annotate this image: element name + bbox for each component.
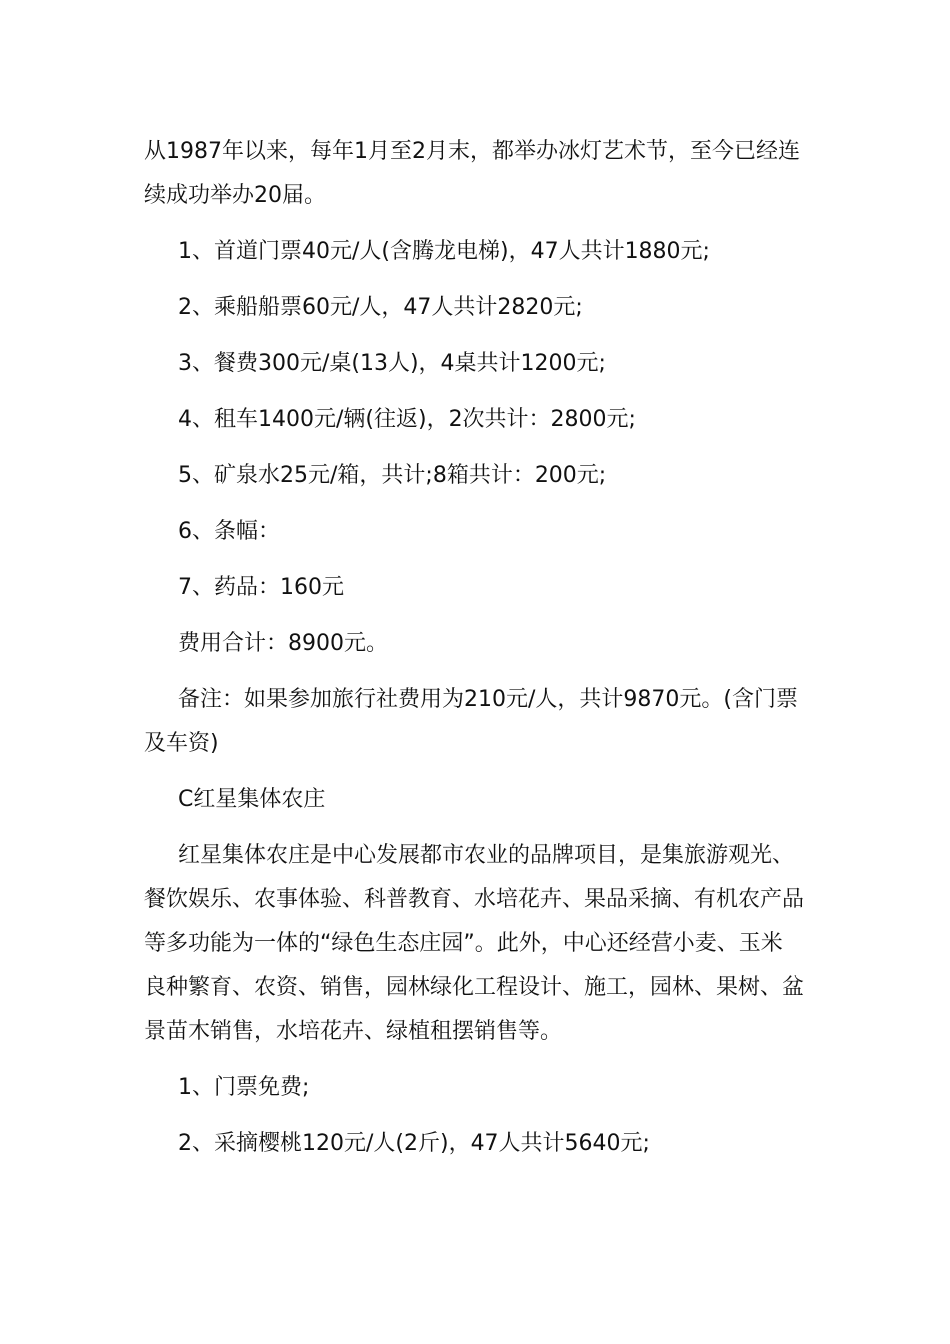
list-item-free-ticket: 1、门票免费; — [178, 1075, 310, 1100]
farm-description: 红星集体农庄是中心发展都市农业的品牌项目，是集旅游观光、餐饮娱乐、农事体验、科普教育、水培花卉、果品采摘、有机农产品等多功能为一体的“绿色生态庄园”。此外，中心还经营小麦、玉米良种繁育、农资、销售，园林绿化工程设计、施工，园林、果树、盆景苗木销售，水培花卉、绿植租摆销售等。 — [144, 843, 805, 1044]
list-item-meal: 3、餐费300元/桌(13人)，4桌共计1200元; — [178, 351, 606, 376]
intro-paragraph: 从1987年以来，每年1月至2月末，都举办冰灯艺术节，至今已经连续成功举办20届。 — [144, 139, 800, 208]
list-item-water: 5、矿泉水25元/箱，共计;8箱共计：200元; — [178, 463, 607, 488]
list-item-boat: 2、乘船船票60元/人，47人共计2820元; — [178, 295, 583, 320]
total-cost: 费用合计：8900元。 — [178, 631, 388, 656]
list-item-cherry: 2、采摘樱桃120元/人(2斤)，47人共计5640元; — [178, 1131, 650, 1156]
list-item-ticket: 1、首道门票40元/人(含腾龙电梯)，47人共计1880元; — [178, 239, 710, 264]
list-item-medicine: 7、药品：160元 — [178, 575, 344, 600]
section-heading: C红星集体农庄 — [178, 787, 326, 812]
list-item-car: 4、租车1400元/辆(往返)，2次共计：2800元; — [178, 407, 636, 432]
list-item-banner: 6、条幅： — [178, 519, 280, 544]
document-body — [144, 130, 804, 1178]
remark-paragraph: 备注：如果参加旅行社费用为210元/人，共计9870元。(含门票及车资) — [144, 687, 798, 756]
